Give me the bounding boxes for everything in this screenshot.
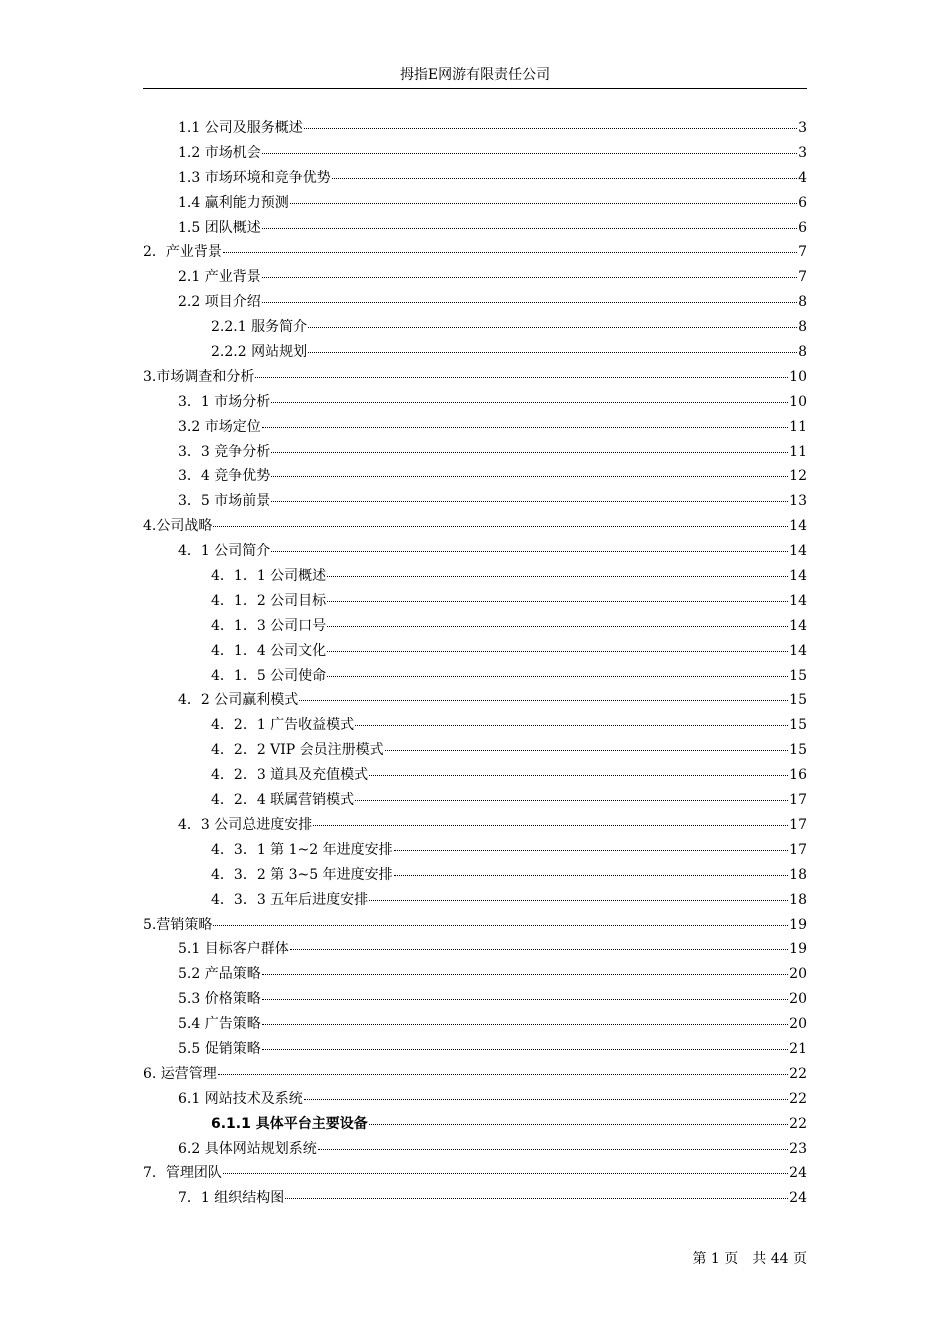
toc-dot-leader: [327, 575, 788, 577]
toc-entry[interactable]: [143, 566, 807, 591]
toc-dot-leader: [355, 724, 788, 726]
toc-entry[interactable]: [143, 715, 807, 740]
toc-entry[interactable]: [143, 1089, 807, 1114]
toc-entry-page: 12: [789, 468, 807, 485]
toc-dot-leader: [262, 301, 797, 303]
toc-entry[interactable]: [143, 1139, 807, 1164]
toc-entry-page: 21: [789, 1040, 807, 1057]
toc-entry[interactable]: [143, 890, 807, 915]
toc-entry-page: 22: [789, 1090, 807, 1107]
toc-dot-leader: [308, 326, 797, 328]
toc-dot-leader: [327, 650, 788, 652]
header-title: 拇指E网游有限责任公司: [399, 67, 551, 83]
toc-entry[interactable]: [143, 1188, 807, 1213]
toc-entry-label: 4．1 公司简介: [178, 543, 271, 560]
toc-dot-leader: [271, 401, 788, 403]
toc-entry-page: 14: [789, 617, 807, 634]
toc-entry[interactable]: [143, 616, 807, 641]
toc-entry-label: 1.1 公司及服务概述: [178, 120, 303, 136]
toc-entry-label: 5.3 价格策略: [178, 991, 261, 1008]
toc-entry[interactable]: [143, 666, 807, 691]
toc-dot-leader: [271, 475, 788, 477]
toc-entry[interactable]: [143, 641, 807, 666]
toc-entry[interactable]: [143, 242, 807, 267]
toc-entry-page: 18: [789, 891, 807, 908]
toc-entry[interactable]: [143, 168, 807, 193]
toc-dot-leader: [313, 824, 788, 826]
toc-entry-page: 8: [798, 294, 807, 311]
toc-dot-leader: [262, 998, 788, 1000]
toc-entry-page: 15: [789, 742, 807, 759]
toc-entry-label: 6.2 具体网站规划系统: [178, 1140, 317, 1157]
toc-entry[interactable]: [143, 466, 807, 491]
toc-entry-label: 4．2．2 VIP 会员注册模式: [211, 742, 384, 759]
toc-dot-leader: [223, 1172, 788, 1174]
toc-entry-label: 5.2 产品策略: [178, 966, 261, 983]
toc-entry-page: 14: [789, 592, 807, 609]
toc-dot-leader: [394, 849, 789, 851]
toc-entry-page: 15: [789, 667, 807, 684]
toc-entry-label: 2.2 项目介绍: [178, 294, 261, 311]
toc-entry[interactable]: [143, 417, 807, 442]
toc-dot-leader: [271, 500, 788, 502]
toc-dot-leader: [213, 525, 788, 527]
toc-dot-leader: [271, 451, 788, 453]
toc-entry-page: 18: [789, 866, 807, 883]
toc-entry[interactable]: [143, 1064, 807, 1089]
toc-entry-label: 1.5 团队概述: [178, 219, 261, 236]
toc-entry[interactable]: [143, 1039, 807, 1064]
toc-entry-label: 3.2 市场定位: [178, 418, 261, 435]
toc-entry[interactable]: [143, 840, 807, 865]
toc-entry-page: 14: [789, 543, 807, 560]
toc-entry[interactable]: [143, 815, 807, 840]
toc-entry-page: 3: [798, 120, 807, 136]
toc-entry-label: 4．1．4 公司文化: [211, 642, 327, 659]
toc-dot-leader: [285, 1197, 788, 1199]
toc-dot-leader: [299, 699, 788, 701]
toc-entry-label: 5.5 促销策略: [178, 1040, 261, 1057]
toc-entry-label: 4．2 公司赢利模式: [178, 692, 299, 709]
toc-entry-label: 4.公司战略: [143, 518, 213, 535]
toc-entry-page: 22: [789, 1115, 807, 1132]
toc-dot-leader: [262, 227, 797, 229]
toc-entry-page: 23: [789, 1140, 807, 1157]
toc-entry[interactable]: [143, 740, 807, 765]
toc-entry-page: 19: [789, 941, 807, 958]
toc-entry-page: 17: [789, 841, 807, 858]
toc-entry-page: 14: [789, 568, 807, 585]
toc-entry-label: 3．3 竞争分析: [178, 443, 271, 460]
toc-entry[interactable]: [143, 1163, 807, 1188]
toc-dot-leader: [271, 550, 788, 552]
toc-entry[interactable]: [143, 292, 807, 317]
toc-entry[interactable]: [143, 964, 807, 989]
toc-entry-label: 3．1 市场分析: [178, 393, 271, 410]
toc-dot-leader: [262, 152, 797, 154]
toc-entry-label: 1.2 市场机会: [178, 144, 261, 161]
toc-entry-page: 14: [789, 642, 807, 659]
toc-entry-label: 3．4 竞争优势: [178, 468, 271, 485]
toc-entry[interactable]: [143, 541, 807, 566]
toc-entry-label: 4．3．2 第 3~5 年进度安排: [211, 866, 393, 883]
toc-entry-label: 5.4 广告策略: [178, 1016, 261, 1033]
toc-dot-leader: [369, 774, 788, 776]
toc-dot-leader: [223, 251, 797, 253]
toc-dot-leader: [308, 351, 797, 353]
table-of-contents: [143, 118, 807, 1213]
toc-entry-page: 11: [789, 443, 807, 460]
toc-entry-label: 2.1 产业背景: [178, 269, 261, 286]
toc-entry-page: 24: [789, 1190, 807, 1207]
toc-dot-leader: [394, 874, 789, 876]
toc-entry-page: 16: [789, 767, 807, 784]
footer-page-number: 第 1 页 共 44 页: [692, 1251, 807, 1267]
toc-entry-page: 7: [798, 269, 807, 286]
toc-dot-leader: [262, 276, 797, 278]
toc-entry-page: 10: [789, 393, 807, 410]
toc-entry-page: 22: [789, 1065, 807, 1082]
header-rule: [143, 88, 807, 89]
toc-entry[interactable]: [143, 218, 807, 243]
toc-dot-leader: [369, 1123, 788, 1125]
toc-entry[interactable]: [143, 765, 807, 790]
toc-entry-label: 2．产业背景: [143, 244, 222, 261]
toc-entry-label: 4．3．3 五年后进度安排: [211, 891, 369, 908]
toc-entry-label: 4．3．1 第 1~2 年进度安排: [211, 841, 393, 858]
toc-dot-leader: [327, 675, 788, 677]
toc-entry-label: 6.1 网站技术及系统: [178, 1090, 303, 1107]
toc-dot-leader: [290, 948, 788, 950]
toc-entry-page: 20: [789, 991, 807, 1008]
toc-entry-label: 4．2．3 道具及充值模式: [211, 767, 369, 784]
toc-entry-page: 14: [789, 518, 807, 535]
toc-entry[interactable]: [143, 143, 807, 168]
toc-dot-leader: [304, 127, 797, 129]
toc-entry-label: 3.市场调查和分析: [143, 368, 255, 385]
toc-entry[interactable]: [143, 690, 807, 715]
toc-entry-label: 4．1．3 公司口号: [211, 617, 327, 634]
toc-entry-label: 4．1．2 公司目标: [211, 592, 327, 609]
toc-entry[interactable]: [143, 790, 807, 815]
toc-entry-label: 2.2.1 服务简介: [211, 319, 308, 336]
toc-dot-leader: [262, 1048, 788, 1050]
toc-entry-label: 6.1.1 具体平台主要设备: [211, 1115, 368, 1132]
toc-entry-label: 1.3 市场环境和竞争优势: [178, 169, 331, 186]
toc-entry-page: 20: [789, 1016, 807, 1033]
toc-entry[interactable]: [143, 939, 807, 964]
toc-entry[interactable]: [143, 442, 807, 467]
toc-entry-page: 6: [798, 219, 807, 236]
toc-entry-page: 13: [789, 493, 807, 510]
toc-dot-leader: [304, 1098, 788, 1100]
toc-entry-label: 7．管理团队: [143, 1165, 222, 1182]
toc-entry[interactable]: [143, 1014, 807, 1039]
toc-entry-label: 3．5 市场前景: [178, 493, 271, 510]
toc-entry[interactable]: [143, 1114, 807, 1139]
toc-entry-page: 10: [789, 368, 807, 385]
toc-entry-page: 7: [798, 244, 807, 261]
toc-entry-label: 4．3 公司总进度安排: [178, 816, 313, 833]
toc-entry[interactable]: [143, 342, 807, 367]
toc-dot-leader: [290, 202, 797, 204]
toc-entry[interactable]: [143, 516, 807, 541]
toc-entry-page: 6: [798, 194, 807, 211]
toc-entry-page: 24: [789, 1165, 807, 1182]
toc-entry[interactable]: [143, 118, 807, 143]
toc-entry[interactable]: [143, 392, 807, 417]
toc-dot-leader: [327, 625, 788, 627]
toc-entry[interactable]: [143, 317, 807, 342]
toc-entry[interactable]: [143, 915, 807, 940]
toc-entry-page: 19: [789, 916, 807, 933]
toc-entry[interactable]: [143, 989, 807, 1014]
toc-entry-page: 11: [789, 418, 807, 435]
toc-dot-leader: [332, 177, 797, 179]
toc-entry-label: 6. 运营管理: [143, 1065, 217, 1082]
toc-dot-leader: [262, 426, 788, 428]
toc-dot-leader: [369, 899, 788, 901]
toc-entry[interactable]: [143, 865, 807, 890]
toc-dot-leader: [218, 1073, 788, 1075]
toc-entry-page: 17: [789, 792, 807, 809]
toc-entry[interactable]: [143, 367, 807, 392]
toc-entry-label: 1.4 赢利能力预测: [178, 194, 289, 211]
toc-entry-page: 20: [789, 966, 807, 983]
toc-entry-page: 8: [798, 344, 807, 361]
toc-entry-page: 15: [789, 692, 807, 709]
toc-dot-leader: [327, 600, 788, 602]
toc-entry-page: 4: [798, 169, 807, 186]
toc-entry-label: 7．1 组织结构图: [178, 1190, 285, 1207]
toc-dot-leader: [318, 1148, 788, 1150]
toc-entry[interactable]: [143, 491, 807, 516]
toc-dot-leader: [262, 1023, 788, 1025]
toc-entry-page: 17: [789, 816, 807, 833]
toc-entry-label: 5.1 目标客户群体: [178, 941, 289, 958]
toc-dot-leader: [213, 924, 788, 926]
toc-entry-page: 8: [798, 319, 807, 336]
toc-entry-label: 4．1．5 公司使命: [211, 667, 327, 684]
toc-entry[interactable]: [143, 193, 807, 218]
toc-dot-leader: [255, 376, 788, 378]
toc-dot-leader: [355, 799, 788, 801]
toc-entry-page: 15: [789, 717, 807, 734]
toc-entry-label: 4．1．1 公司概述: [211, 568, 327, 585]
toc-dot-leader: [262, 973, 788, 975]
toc-entry-label: 5.营销策略: [143, 916, 213, 933]
toc-entry-label: 4．2．4 联属营销模式: [211, 792, 355, 809]
toc-entry[interactable]: [143, 591, 807, 616]
toc-entry-page: 3: [798, 144, 807, 161]
toc-entry-label: 4．2．1 广告收益模式: [211, 717, 355, 734]
toc-dot-leader: [385, 749, 788, 751]
toc-entry-label: 2.2.2 网站规划: [211, 344, 308, 361]
toc-entry[interactable]: [143, 267, 807, 292]
